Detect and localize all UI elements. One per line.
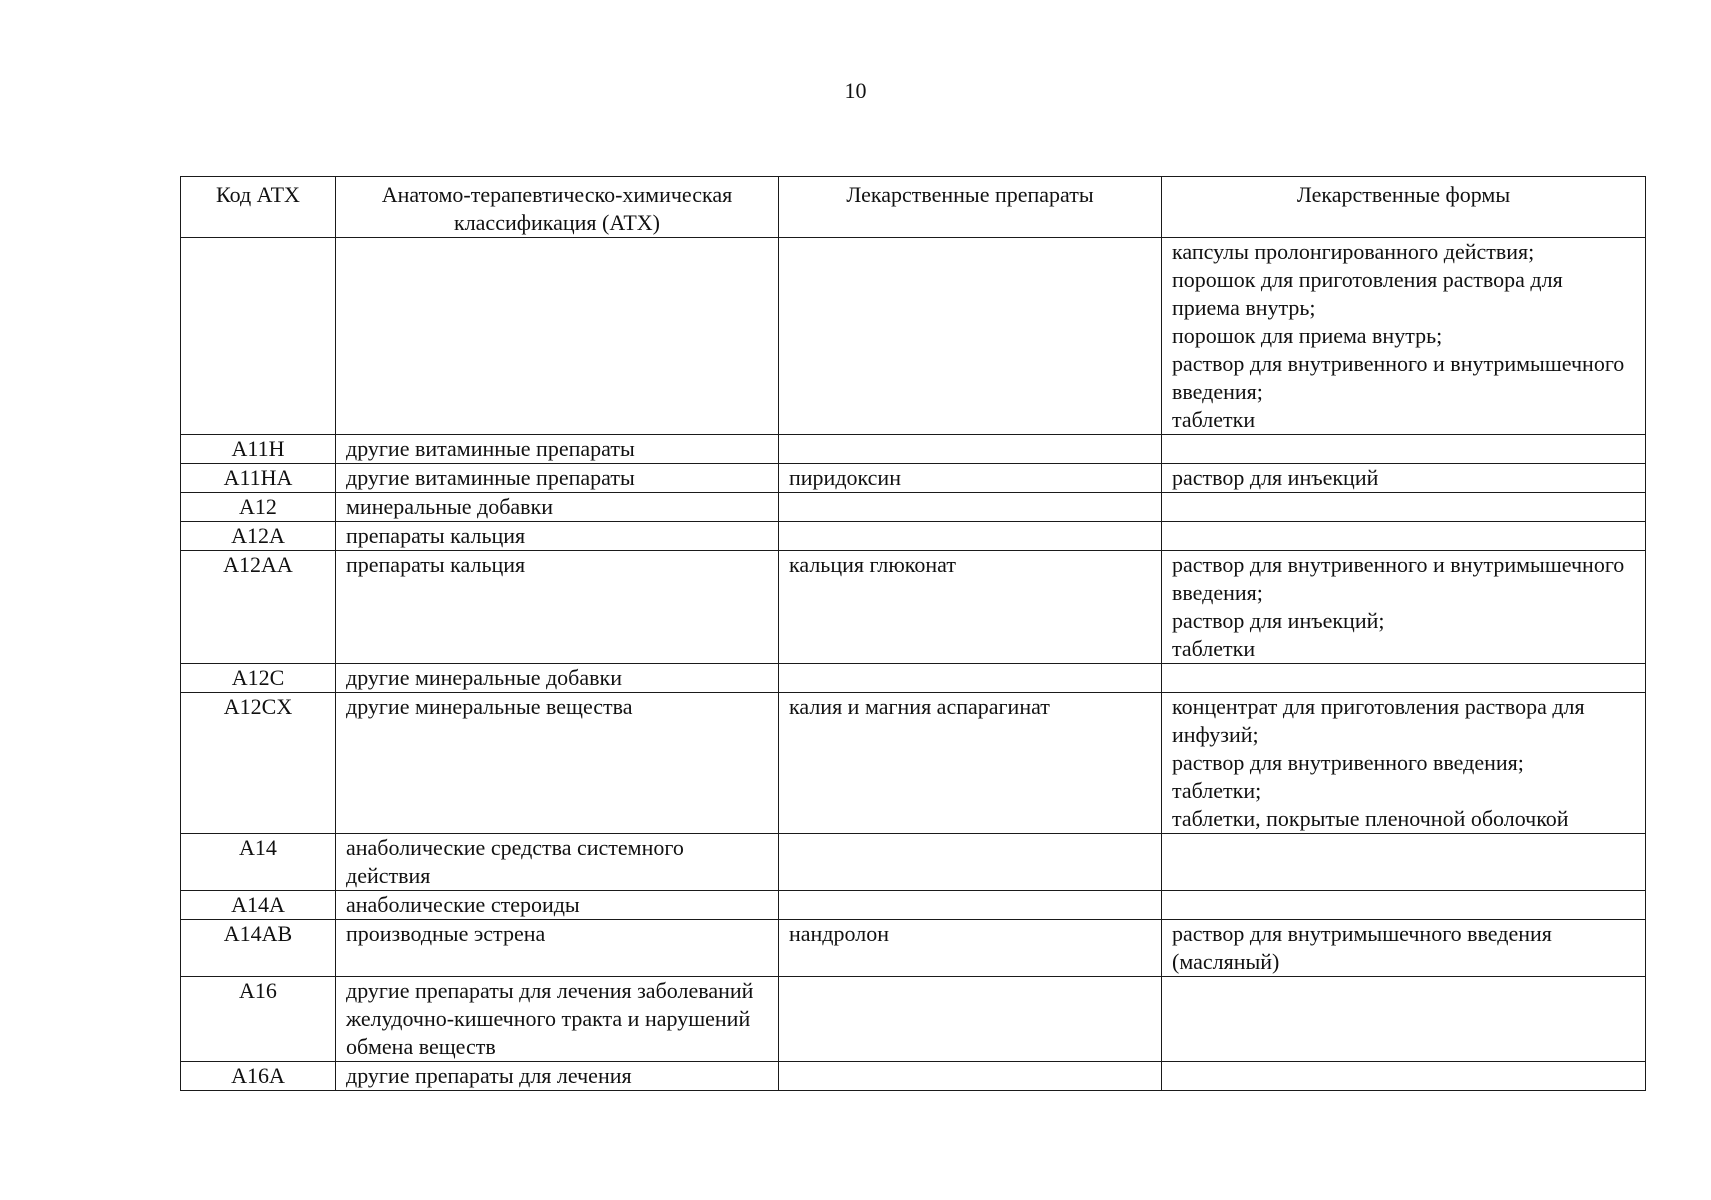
dosage-forms-cell	[1162, 464, 1646, 493]
table-row	[181, 493, 1646, 522]
dosage-forms-cell	[1162, 238, 1646, 435]
table-header	[181, 177, 1646, 238]
dosage-form-item: порошок для приема внутрь;	[1172, 323, 1443, 348]
dosage-form-item: таблетки;	[1172, 778, 1262, 803]
atx-table	[180, 176, 1646, 1091]
drug-cell	[779, 834, 1162, 891]
page-number: 10	[844, 78, 867, 103]
dosage-forms-cell	[1162, 522, 1646, 551]
drug-cell	[779, 664, 1162, 693]
header-forms: Лекарственные формы	[1162, 177, 1646, 238]
dosage-forms-cell	[1162, 551, 1646, 664]
atx-code-cell: A16	[181, 977, 336, 1062]
dosage-form-item: раствор для внутривенного и внутримышечного введения;	[1172, 351, 1625, 404]
table-row	[181, 464, 1646, 493]
dosage-form-item: раствор для инъекций;	[1172, 608, 1385, 633]
drug-cell	[779, 238, 1162, 435]
table-row	[181, 834, 1646, 891]
table-row	[181, 693, 1646, 834]
classification-cell: другие минеральные вещества	[336, 693, 779, 834]
dosage-forms-cell	[1162, 664, 1646, 693]
dosage-forms-cell	[1162, 891, 1646, 920]
atx-code-cell: A12A	[181, 522, 336, 551]
header-classification: Анатомо-терапевтическо-химическая классификация (АТХ)	[336, 177, 779, 238]
classification-cell	[336, 238, 779, 435]
atx-code-cell: A12	[181, 493, 336, 522]
dosage-forms-cell	[1162, 977, 1646, 1062]
dosage-forms-cell	[1162, 920, 1646, 977]
header-drugs: Лекарственные препараты	[779, 177, 1162, 238]
atx-code-cell	[181, 238, 336, 435]
drug-cell	[779, 435, 1162, 464]
classification-cell: анаболические средства системного действия	[336, 834, 779, 891]
table-row	[181, 238, 1646, 435]
drug-cell: кальция глюконат	[779, 551, 1162, 664]
classification-cell: минеральные добавки	[336, 493, 779, 522]
dosage-forms-cell	[1162, 834, 1646, 891]
classification-cell: анаболические стероиды	[336, 891, 779, 920]
atx-code-cell: A12C	[181, 664, 336, 693]
classification-cell: другие витаминные препараты	[336, 464, 779, 493]
atx-code-cell: A12AA	[181, 551, 336, 664]
drug-cell	[779, 522, 1162, 551]
dosage-form-item: раствор для внутривенного введения;	[1172, 750, 1524, 775]
atx-code-cell: A16A	[181, 1062, 336, 1091]
table-row	[181, 920, 1646, 977]
drug-cell	[779, 891, 1162, 920]
dosage-form-item: таблетки	[1172, 407, 1256, 432]
table-row	[181, 977, 1646, 1062]
drug-cell: пиридоксин	[779, 464, 1162, 493]
drug-cell: калия и магния аспарагинат	[779, 693, 1162, 834]
header-row	[181, 177, 1646, 238]
atx-code-cell: A14	[181, 834, 336, 891]
table-row	[181, 664, 1646, 693]
table-row	[181, 435, 1646, 464]
header-code: Код АТХ	[181, 177, 336, 238]
table-row	[181, 891, 1646, 920]
atx-code-cell: A14AB	[181, 920, 336, 977]
dosage-forms-cell	[1162, 435, 1646, 464]
table-row	[181, 551, 1646, 664]
drug-cell: нандролон	[779, 920, 1162, 977]
dosage-forms-cell	[1162, 693, 1646, 834]
atx-code-cell: A11HA	[181, 464, 336, 493]
classification-cell: другие препараты для лечения	[336, 1062, 779, 1091]
table-body	[181, 238, 1646, 1091]
classification-cell: другие препараты для лечения заболеваний желудочно-кишечного тракта и нарушений обмена веществ	[336, 977, 779, 1062]
dosage-forms-cell	[1162, 1062, 1646, 1091]
dosage-form-item: концентрат для приготовления раствора для инфузий;	[1172, 694, 1585, 747]
table-row	[181, 1062, 1646, 1091]
atx-code-cell: A11H	[181, 435, 336, 464]
dosage-form-item: раствор для внутримышечного введения (масляный)	[1172, 921, 1552, 974]
dosage-form-item: капсулы пролонгированного действия;	[1172, 239, 1535, 264]
classification-cell: производные эстрена	[336, 920, 779, 977]
dosage-form-item: таблетки	[1172, 636, 1256, 661]
dosage-form-item: раствор для инъекций	[1172, 465, 1379, 490]
classification-cell: препараты кальция	[336, 522, 779, 551]
classification-cell: другие витаминные препараты	[336, 435, 779, 464]
atx-code-cell: A14A	[181, 891, 336, 920]
table-row	[181, 522, 1646, 551]
dosage-form-item: порошок для приготовления раствора для приема внутрь;	[1172, 267, 1563, 320]
drug-cell	[779, 977, 1162, 1062]
classification-cell: другие минеральные добавки	[336, 664, 779, 693]
atx-code-cell: A12CX	[181, 693, 336, 834]
dosage-forms-cell	[1162, 493, 1646, 522]
drug-cell	[779, 493, 1162, 522]
drug-cell	[779, 1062, 1162, 1091]
classification-cell: препараты кальция	[336, 551, 779, 664]
dosage-form-item: раствор для внутривенного и внутримышечного введения;	[1172, 552, 1625, 605]
dosage-form-item: таблетки, покрытые пленочной оболочкой	[1172, 806, 1569, 831]
